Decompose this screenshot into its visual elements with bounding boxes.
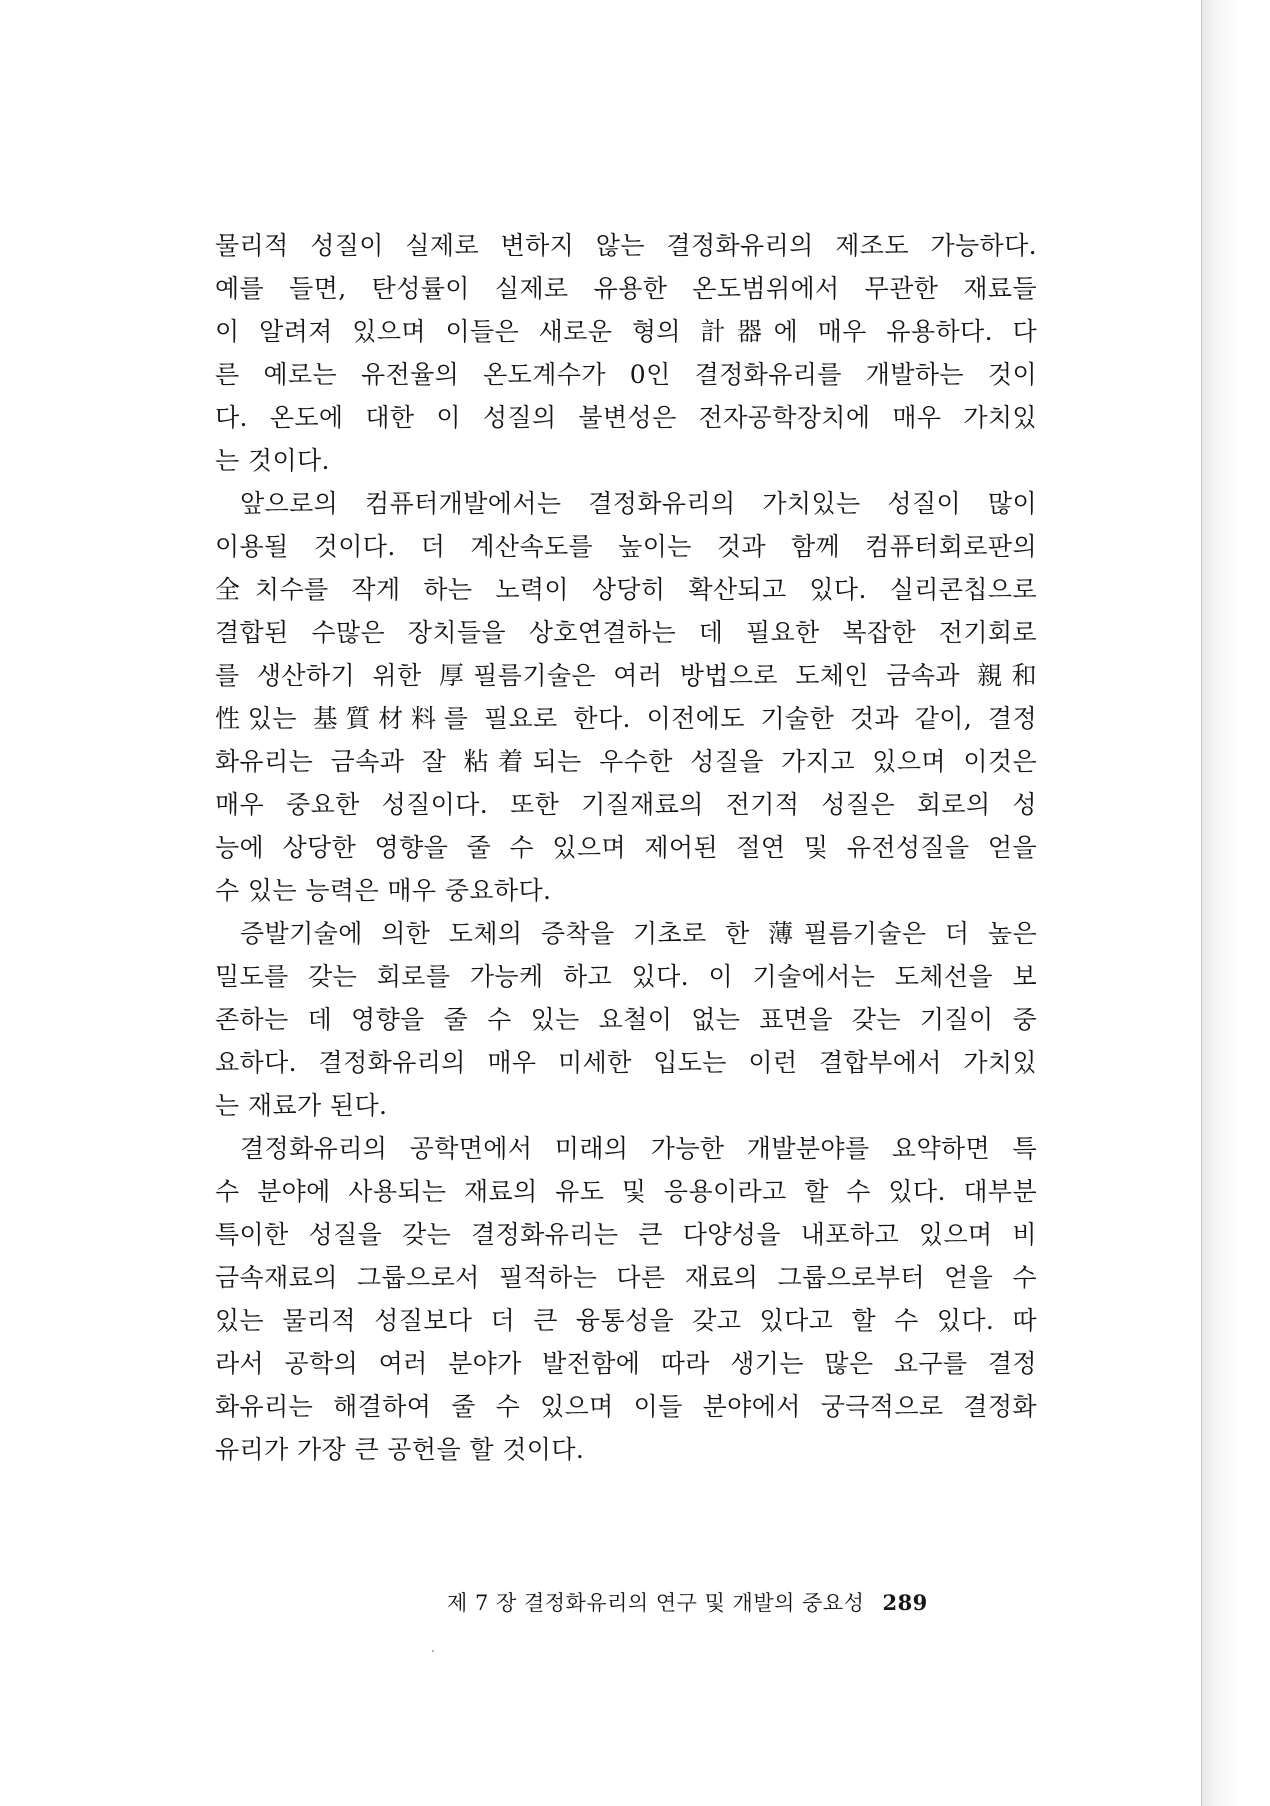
text-line: 물리적 성질이 실제로 변하지 않는 결정화유리의 제조도 가능하다. bbox=[215, 231, 1037, 260]
text-line: 금속재료의 그룹으로서 필적하는 다른 재료의 그룹으로부터 얻을 수 bbox=[215, 1263, 1037, 1292]
paragraph-1 bbox=[215, 224, 1037, 482]
running-footer bbox=[447, 1588, 1007, 1618]
text-line: 존하는 데 영향을 줄 수 있는 요철이 없는 표면을 갖는 기질이 중 bbox=[215, 1005, 1037, 1034]
text-line: 이용될 것이다. 더 계산속도를 높이는 것과 함께 컴퓨터회로판의 bbox=[215, 532, 1037, 561]
text-line: 증발기술에 의한 도체의 증착을 기초로 한 薄필름기술은 더 높은 bbox=[240, 919, 1037, 948]
text-line: 화유리는 금속과 잘 粘着되는 우수한 성질을 가지고 있으며 이것은 bbox=[215, 747, 1037, 776]
chapter-title: 제 7 장 결정화유리의 연구 및 개발의 중요성 bbox=[447, 1591, 865, 1615]
scan-speck bbox=[432, 1650, 434, 1652]
text-line: 화유리는 해결하여 줄 수 있으며 이들 분야에서 궁극적으로 결정화 bbox=[215, 1392, 1037, 1421]
text-line: 는 것이다. bbox=[215, 446, 330, 475]
text-line: 를 생산하기 위한 厚필름기술은 여러 방법으로 도체인 금속과 親和 bbox=[215, 661, 1037, 690]
text-line: 예를 들면, 탄성률이 실제로 유용한 온도범위에서 무관한 재료들 bbox=[215, 274, 1037, 303]
text-line: 수 분야에 사용되는 재료의 유도 및 응용이라고 할 수 있다. 대부분 bbox=[215, 1177, 1037, 1206]
text-line: 른 예로는 유전율의 온도계수가 0인 결정화유리를 개발하는 것이 bbox=[215, 360, 1037, 389]
text-line: 능에 상당한 영향을 줄 수 있으며 제어된 절연 및 유전성질을 얻을 bbox=[215, 833, 1037, 862]
text-line: 요하다. 결정화유리의 매우 미세한 입도는 이런 결합부에서 가치있 bbox=[215, 1048, 1037, 1077]
body-text bbox=[215, 224, 1037, 1471]
paragraph-4 bbox=[215, 1127, 1037, 1471]
text-line: 매우 중요한 성질이다. 또한 기질재료의 전기적 성질은 회로의 성 bbox=[215, 790, 1037, 819]
text-line: 밀도를 갖는 회로를 가능케 하고 있다. 이 기술에서는 도체선을 보 bbox=[215, 962, 1037, 991]
text-line: 결합된 수많은 장치들을 상호연결하는 데 필요한 복잡한 전기회로 bbox=[215, 618, 1037, 647]
text-line: 유리가 가장 큰 공헌을 할 것이다. bbox=[215, 1435, 585, 1464]
page-number: 289 bbox=[882, 1590, 928, 1615]
text-line: 특이한 성질을 갖는 결정화유리는 큰 다양성을 내포하고 있으며 비 bbox=[215, 1220, 1037, 1249]
text-line: 는 재료가 된다. bbox=[215, 1091, 388, 1120]
text-line: 수 있는 능력은 매우 중요하다. bbox=[215, 876, 552, 905]
text-line: 性있는 基質材料를 필요로 한다. 이전에도 기술한 것과 같이, 결정 bbox=[215, 704, 1037, 733]
text-line: 全치수를 작게 하는 노력이 상당히 확산되고 있다. 실리콘칩으로 bbox=[215, 575, 1037, 604]
text-line: 있는 물리적 성질보다 더 큰 융통성을 갖고 있다고 할 수 있다. 따 bbox=[215, 1306, 1037, 1335]
text-line: 다. 온도에 대한 이 성질의 불변성은 전자공학장치에 매우 가치있 bbox=[215, 403, 1037, 432]
text-line: 이 알려져 있으며 이들은 새로운 형의 計器에 매우 유용하다. 다 bbox=[215, 317, 1037, 346]
paragraph-3 bbox=[215, 912, 1037, 1127]
text-line: 라서 공학의 여러 분야가 발전함에 따라 생기는 많은 요구를 결정 bbox=[215, 1349, 1037, 1378]
text-line: 결정화유리의 공학면에서 미래의 가능한 개발분야를 요약하면 특 bbox=[240, 1134, 1037, 1163]
paragraph-2 bbox=[215, 482, 1037, 912]
page-gutter-shadow bbox=[1202, 0, 1270, 1806]
text-line: 앞으로의 컴퓨터개발에서는 결정화유리의 가치있는 성질이 많이 bbox=[240, 489, 1037, 518]
